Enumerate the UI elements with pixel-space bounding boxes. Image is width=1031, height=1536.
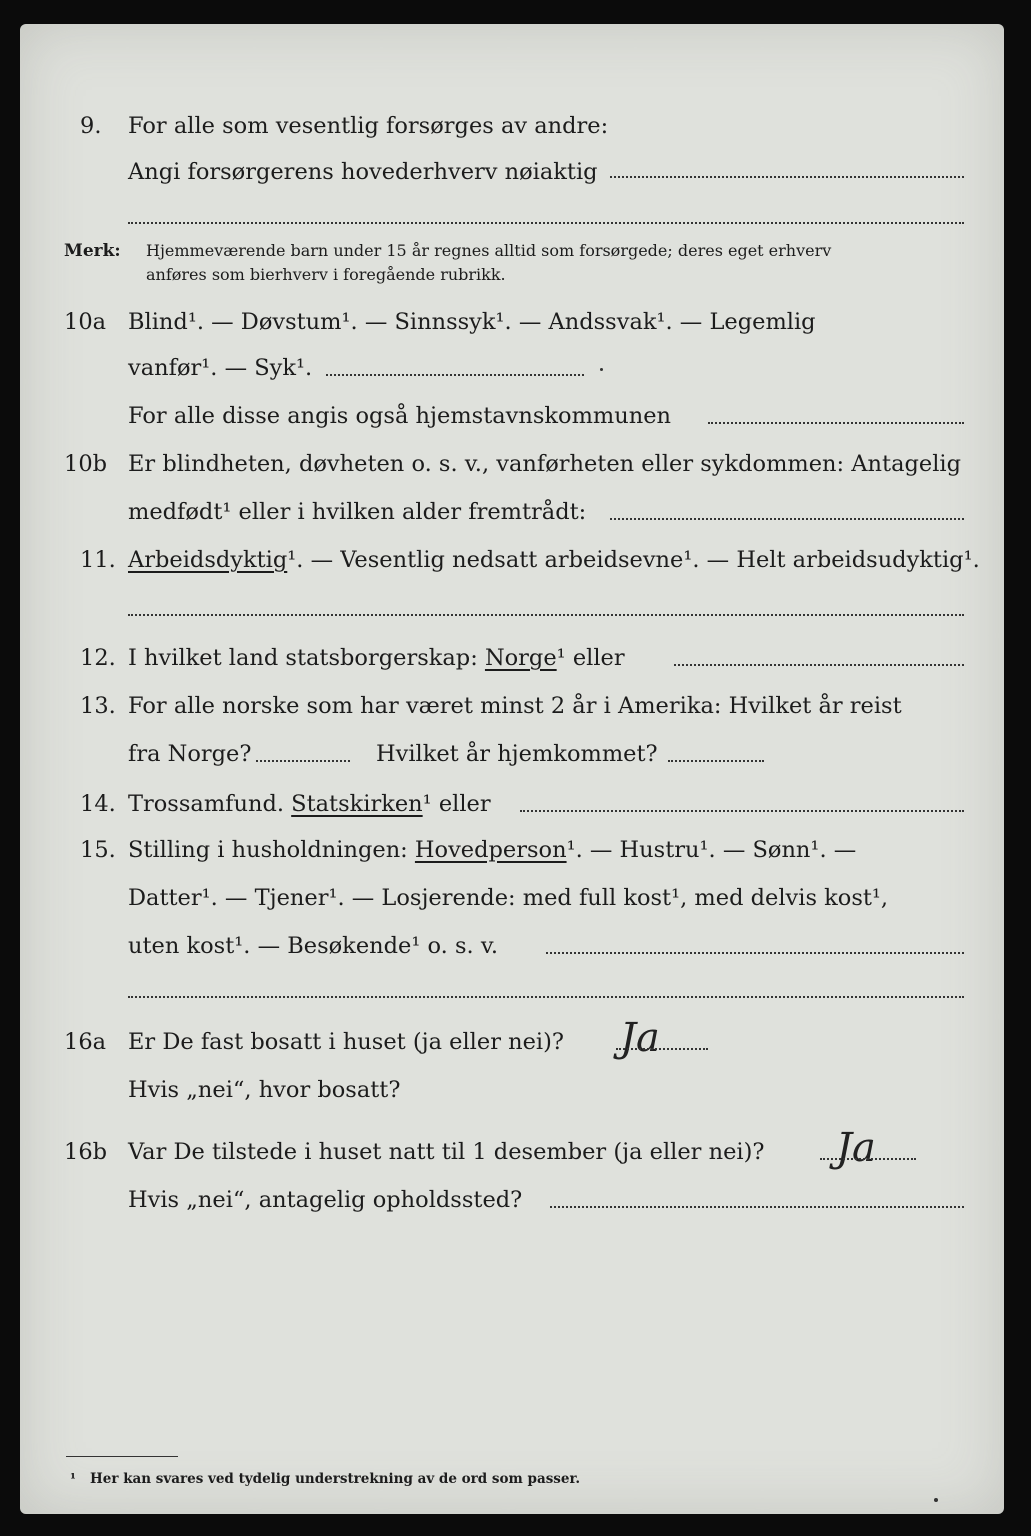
item-number: 10a [64,309,107,335]
question-text: Hvis „nei“, antagelig opholdssted? [128,1187,523,1213]
item-number: 11. [80,547,116,573]
underlined-answer: Hovedperson [414,837,567,863]
answer-line [520,810,964,812]
answer-line [610,176,964,178]
underlined-answer: Norge [484,645,557,671]
question-text: Hvis „nei“, hvor bosatt? [128,1077,401,1103]
item-number: 12. [80,645,116,671]
note-text: anføres som bierhverv i foregående rubrikk. [146,265,506,284]
question-text: uten kost¹. — Besøkende¹ o. s. v. [128,933,499,959]
item-number: 13. [80,693,116,719]
question-text: medfødt¹ eller i hvilken alder fremtrådt: [128,499,587,525]
item-number: 16a [64,1029,107,1055]
answer-line [326,374,584,376]
question-text: I hvilket land statsborgerskap: Norge¹ eller [128,645,625,671]
question-text: Er blindheten, døvheten o. s. v., vanførheten eller sykdommen: Antagelig [128,451,961,477]
answer-line [546,952,964,954]
handwritten-answer: Ja [836,1125,876,1171]
answer-line [128,996,964,998]
question-text: Datter¹. — Tjener¹. — Losjerende: med full kost¹, med delvis kost¹, [128,885,889,911]
answer-line [550,1206,964,1208]
question-text: Trossamfund. Statskirken¹ eller [128,791,491,817]
answer-line [128,614,964,616]
item-number: 15. [80,837,116,863]
question-text: Blind¹. — Døvstum¹. — Sinnssyk¹. — Andssvak¹. — Legemlig [128,309,816,335]
question-text: Hvilket år hjemkommet? [376,741,658,767]
question-text: Stilling i husholdningen: Hovedperson¹. — Hustru¹. — Sønn¹. — [128,837,857,863]
underlined-answer: Arbeidsdyktig [128,547,288,573]
question-text: For alle norske som har været minst 2 år i Amerika: Hvilket år reist [128,693,902,719]
ink-speck [600,368,603,371]
item-number: 14. [80,791,116,817]
item-number: 9. [80,113,102,139]
census-form-page [20,24,1004,1514]
question-text: Arbeidsdyktig¹. — Vesentlig nedsatt arbeidsevne¹. — Helt arbeidsudyktig¹. [128,547,980,573]
question-text: For alle som vesentlig forsørges av andre: [128,113,609,139]
answer-line [668,760,764,762]
ink-speck [934,1498,938,1502]
answer-line [674,664,964,666]
answer-line [128,222,964,224]
answer-line [820,1158,916,1160]
footnote: ¹ Her kan svares ved tydelig understrekning av de ord som passer. [70,1471,581,1487]
note-label: Merk: [64,241,121,261]
note-text: Hjemmeværende barn under 15 år regnes alltid som forsørgede; deres eget erhverv [146,241,832,260]
answer-line [616,1048,708,1050]
item-number: 16b [64,1139,108,1165]
handwritten-answer: Ja [620,1015,660,1061]
question-text: For alle disse angis også hjemstavnskommunen [128,403,672,429]
question-text: Angi forsørgerens hovederhverv nøiaktig [128,159,598,185]
answer-line [256,760,350,762]
answer-line [708,422,964,424]
answer-line [610,518,964,520]
question-text: vanfør¹. — Syk¹. [128,355,313,381]
question-text: Er De fast bosatt i huset (ja eller nei)? [128,1029,564,1055]
question-text: fra Norge? [128,741,252,767]
item-number: 10b [64,451,108,477]
underlined-answer: Statskirken [291,791,423,817]
footnote-rule [66,1456,178,1457]
question-text: Var De tilstede i huset natt til 1 desember (ja eller nei)? [128,1139,765,1165]
